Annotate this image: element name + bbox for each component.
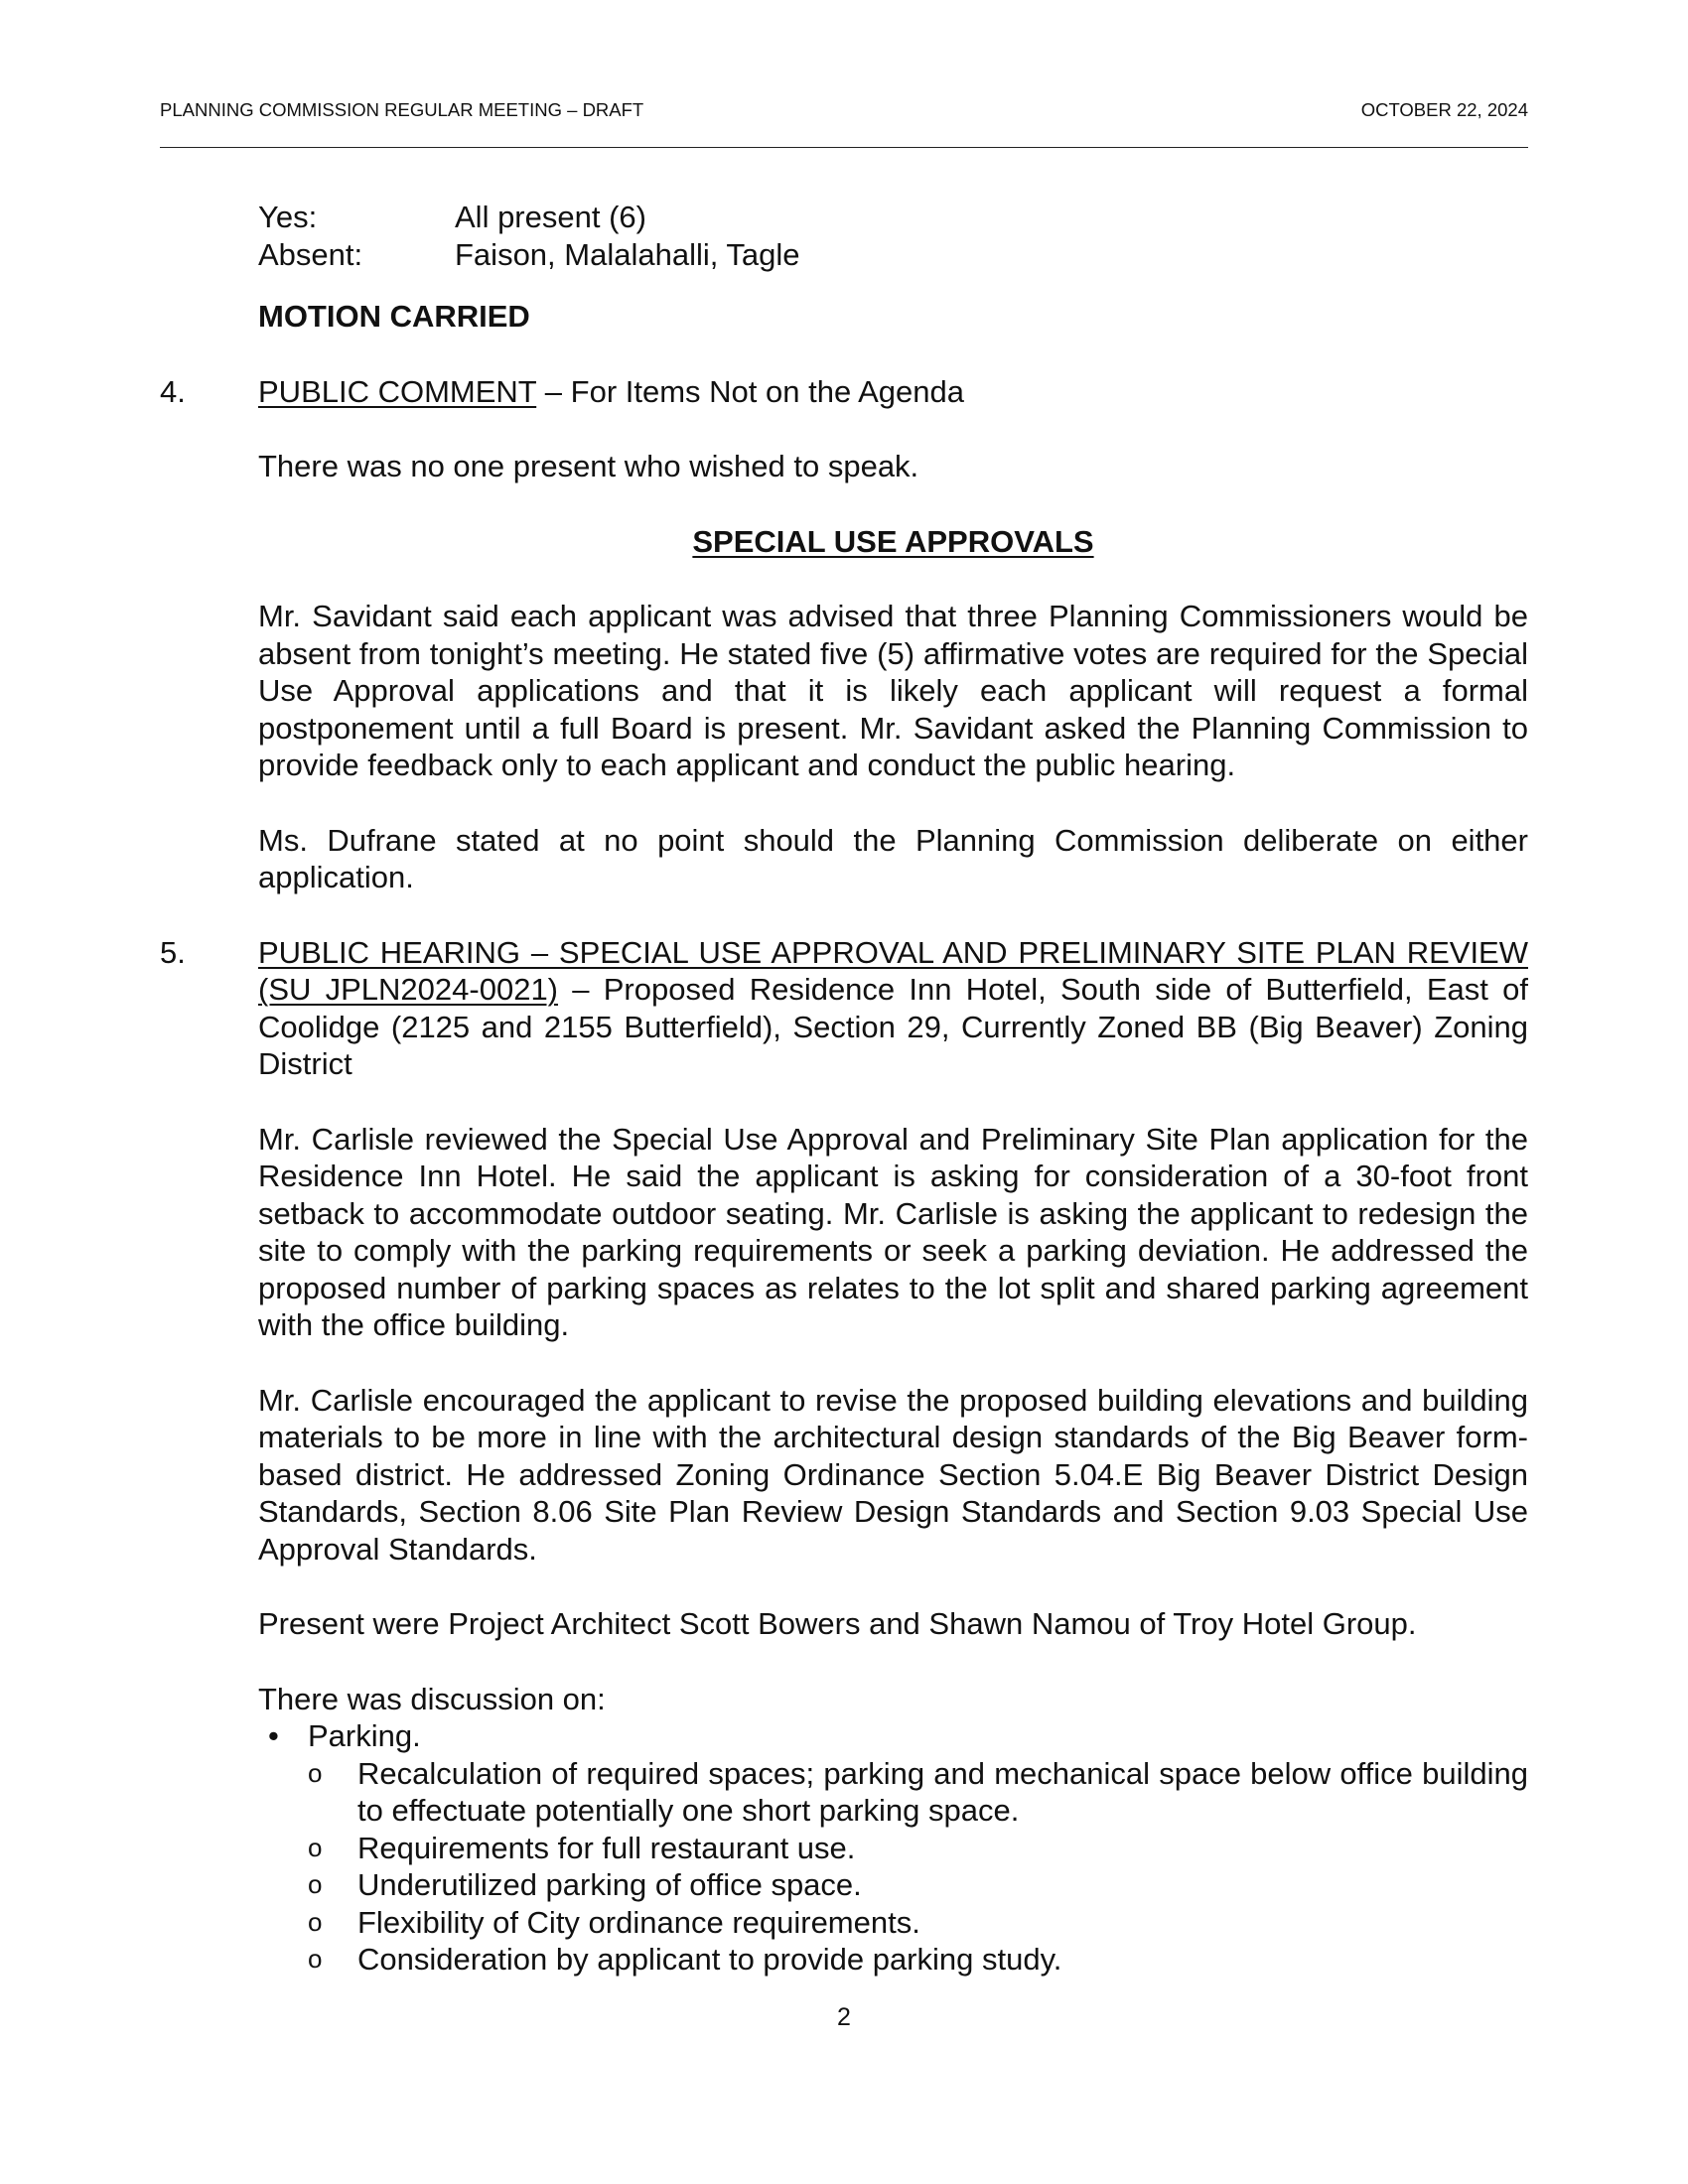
item-4-title-rest: – For Items Not on the Agenda	[536, 373, 964, 409]
circle-bullet-icon: o	[308, 1944, 323, 1974]
header-title: PLANNING COMMISSION REGULAR MEETING – DRAFT	[160, 99, 644, 120]
item-5-paragraph-3: Present were Project Architect Scott Bowers and Shawn Namou of Troy Hotel Group.	[258, 1606, 1417, 1641]
item-5-paragraph-2: Mr. Carlisle encouraged the applicant to revise the proposed building elevations and building materials to be more in line with the architectural design standards of the Big Beaver form-based district. He addressed Zoning Ordinance Section 5.04.E Big Beaver District Design Standards, Section 8.06 Site Plan Review Design Standards and Section 9.03 Special Use Approval Standards.	[258, 1382, 1528, 1567]
circle-bullet-icon: o	[308, 1757, 323, 1788]
vote-absent-row	[258, 236, 1528, 274]
item-5-number: 5.	[160, 934, 186, 970]
sub-bullet-text: Requirements for full restaurant use.	[357, 1830, 856, 1865]
item-5-title: PUBLIC HEARING – SPECIAL USE APPROVAL AND PRELIMINARY SITE PLAN REVIEW (SU JPLN2024-0021)	[258, 934, 1528, 1007]
vote-absent-value: Faison, Malalahalli, Tagle	[455, 236, 800, 272]
sub-bullet-text: Underutilized parking of office space.	[357, 1867, 862, 1902]
page-header	[160, 99, 1528, 121]
sub-list-item	[308, 1866, 1528, 1904]
sub-bullet-text: Flexibility of City ordinance requirements.	[357, 1904, 920, 1940]
item-5-title-rest: – Proposed Residence Inn Hotel, South side of Butterfield, East of Coolidge (2125 and 2155 Butterfield), Section 29, Currently Zoned BB (Big Beaver) Zoning District	[258, 972, 1528, 1081]
section-heading-text: SPECIAL USE APPROVALS	[692, 523, 1094, 559]
sub-list-item	[308, 1904, 1528, 1942]
motion-result: MOTION CARRIED	[258, 299, 530, 334]
list-item	[258, 1717, 1528, 1755]
header-date: OCTOBER 22, 2024	[1360, 99, 1528, 120]
bullet-icon: •	[268, 1718, 279, 1753]
vote-block	[258, 199, 1528, 273]
vote-yes-label: Yes:	[258, 200, 318, 234]
item-4-title: PUBLIC COMMENT	[258, 373, 537, 409]
discussion-list	[258, 1717, 1528, 1979]
circle-bullet-icon: o	[308, 1869, 323, 1899]
circle-bullet-icon: o	[308, 1906, 323, 1937]
sub-list-item	[308, 1941, 1528, 1979]
sub-bullet-text: Recalculation of required spaces; parking and mechanical space below office building to effectuate potentially one short parking space.	[357, 1755, 1528, 1828]
agenda-item-5	[160, 934, 1528, 1083]
bullet-text: Parking.	[308, 1718, 421, 1753]
sub-list-item	[308, 1755, 1528, 1830]
header-rule	[160, 147, 1528, 148]
item-4-text: There was no one present who wished to speak.	[258, 449, 919, 483]
paragraph-dufrane: Ms. Dufrane stated at no point should the Planning Commission deliberate on either application.	[258, 822, 1528, 894]
sub-bullet-text: Consideration by applicant to provide parking study.	[357, 1942, 1062, 1977]
document-body	[160, 199, 1528, 1979]
page-number: 2	[837, 2003, 851, 2031]
vote-yes-row	[258, 199, 1528, 236]
vote-absent-label: Absent:	[258, 236, 363, 272]
vote-yes-value: All present (6)	[455, 200, 646, 234]
item-5-discussion-intro: There was discussion on:	[258, 1681, 606, 1716]
item-4-number: 4.	[160, 373, 186, 409]
circle-bullet-icon: o	[308, 1832, 323, 1862]
sub-list-item	[308, 1830, 1528, 1867]
section-heading	[258, 523, 1528, 561]
agenda-item-4	[160, 373, 1528, 411]
item-5-paragraph-1: Mr. Carlisle reviewed the Special Use Approval and Preliminary Site Plan application for the Residence Inn Hotel. He said the applicant is asking for consideration of a 30-foot front setback to accommodate outdoor seating. Mr. Carlisle is asking the applicant to redesign the site to comply with the parking requirements or seek a parking deviation. He addressed the proposed number of parking spaces as relates to the lot split and shared parking agreement with the office building.	[258, 1121, 1528, 1342]
paragraph-savidant: Mr. Savidant said each applicant was advised that three Planning Commissioners would be absent from tonight’s meeting. He stated five (5) affirmative votes are required for the Special Use Approval applications and that it is likely each applicant will request a formal postponement until a full Board is present. Mr. Savidant asked the Planning Commission to provide feedback only to each applicant and conduct the public hearing.	[258, 599, 1528, 782]
